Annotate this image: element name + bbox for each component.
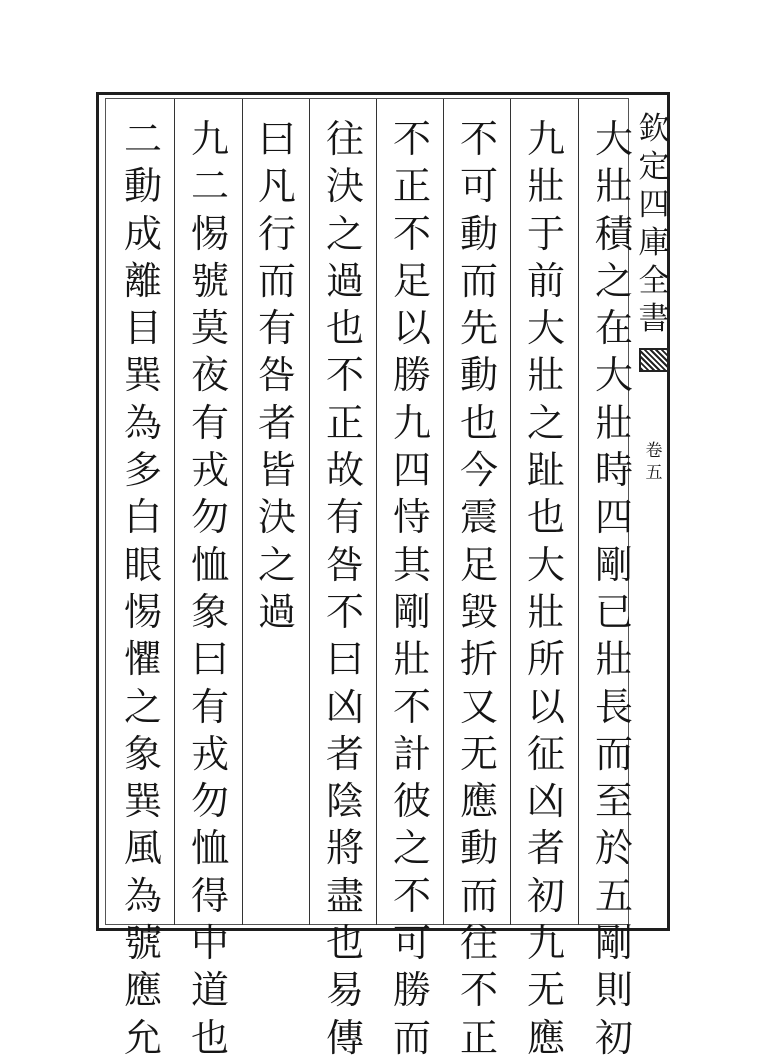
- volume-char: 卷: [645, 441, 663, 461]
- text-char: 惕: [190, 211, 229, 256]
- text-char: 大: [594, 117, 633, 161]
- text-char: 彼: [392, 779, 431, 824]
- text-char: 為: [123, 873, 162, 918]
- text-char: 積: [594, 211, 633, 256]
- text-char: 莫: [190, 306, 229, 351]
- text-char: 先: [459, 306, 498, 351]
- text-char: 號: [190, 258, 229, 303]
- column-rule: [376, 99, 377, 925]
- text-column-6: [252, 116, 302, 906]
- text-char: 陰: [325, 779, 364, 824]
- text-char: 不: [459, 117, 498, 161]
- page-margin-header: [637, 110, 671, 540]
- text-char: 有: [257, 306, 296, 351]
- text-char: 於: [594, 826, 633, 871]
- text-char: 動: [459, 826, 498, 871]
- text-char: 所: [526, 637, 565, 682]
- text-char: 長: [594, 684, 633, 729]
- text-char: 凶: [325, 684, 364, 729]
- column-rule: [309, 99, 310, 925]
- text-char: 將: [325, 826, 364, 871]
- text-char: 凡: [257, 164, 296, 209]
- text-char: 應: [526, 1015, 565, 1060]
- text-char: 大: [526, 306, 565, 351]
- text-char: 往: [325, 117, 364, 161]
- text-char: 不: [459, 968, 498, 1013]
- text-char: 動: [123, 164, 162, 209]
- text-char: 正: [459, 1015, 498, 1060]
- fish-tail-mark: [639, 348, 669, 372]
- text-column-4: [387, 116, 437, 1060]
- text-char: 不: [392, 211, 431, 256]
- text-char: 勿: [190, 779, 229, 824]
- text-char: 其: [392, 542, 431, 587]
- title-char: 庫: [638, 225, 670, 261]
- text-char: 无: [459, 731, 498, 776]
- text-char: 盡: [325, 873, 364, 918]
- text-char: 今: [459, 448, 498, 493]
- text-char: 有: [325, 495, 364, 540]
- text-column-3: [454, 116, 504, 1060]
- column-rule: [174, 99, 175, 925]
- text-char: 則: [594, 968, 633, 1013]
- text-char: 風: [123, 826, 162, 871]
- column-rule: [510, 99, 511, 925]
- text-char: 而: [257, 258, 296, 303]
- text-char: 而: [459, 873, 498, 918]
- text-char: 曰: [190, 637, 229, 682]
- text-char: 壯: [526, 589, 565, 634]
- text-char: 剛: [594, 542, 633, 587]
- text-char: 四: [594, 495, 633, 540]
- text-char: 有: [190, 400, 229, 445]
- text-char: 可: [392, 921, 431, 966]
- text-char: 曰: [257, 117, 296, 161]
- text-char: 應: [459, 779, 498, 824]
- text-char: 惕: [123, 589, 162, 634]
- text-char: 者: [526, 826, 565, 871]
- text-char: 時: [594, 448, 633, 493]
- text-char: 又: [459, 684, 498, 729]
- text-char: 中: [190, 921, 229, 966]
- text-char: 離: [123, 258, 162, 303]
- text-char: 過: [257, 589, 296, 634]
- text-char: 剛: [594, 921, 633, 966]
- text-char: 成: [123, 211, 162, 256]
- text-char: 白: [123, 495, 162, 540]
- text-char: 允: [123, 1015, 162, 1060]
- text-char: 以: [526, 684, 565, 729]
- text-char: 得: [190, 873, 229, 918]
- text-char: 壯: [392, 637, 431, 682]
- text-char: 足: [392, 258, 431, 303]
- text-char: 決: [325, 164, 364, 209]
- text-char: 四: [392, 448, 431, 493]
- book-title: [639, 110, 670, 338]
- text-char: 曰: [325, 637, 364, 682]
- text-char: 戎: [190, 448, 229, 493]
- text-char: 凶: [526, 779, 565, 824]
- volume-char: 五: [645, 463, 663, 483]
- text-char: 目: [123, 306, 162, 351]
- text-char: 前: [526, 258, 565, 303]
- text-char: 征: [526, 731, 565, 776]
- text-char: 剛: [392, 589, 431, 634]
- text-char: 九: [526, 117, 565, 161]
- text-char: 之: [123, 684, 162, 729]
- text-char: 二: [190, 164, 229, 209]
- text-char: 而: [459, 258, 498, 303]
- text-char: 動: [459, 211, 498, 256]
- text-char: 號: [123, 921, 162, 966]
- text-column-7: [185, 116, 235, 1060]
- text-char: 也: [526, 495, 565, 540]
- text-char: 足: [459, 542, 498, 587]
- text-char: 巽: [123, 353, 162, 398]
- text-char: 壯: [594, 164, 633, 209]
- text-char: 可: [459, 164, 498, 209]
- text-char: 大: [526, 542, 565, 587]
- text-char: 戎: [190, 731, 229, 776]
- text-char: 也: [459, 400, 498, 445]
- text-char: 而: [392, 1015, 431, 1060]
- text-char: 咎: [257, 353, 296, 398]
- text-char: 易: [325, 968, 364, 1013]
- text-column-5: [320, 116, 370, 1060]
- text-char: 皆: [257, 448, 296, 493]
- text-column-2: [521, 116, 571, 1060]
- text-char: 折: [459, 637, 498, 682]
- text-char: 眼: [123, 542, 162, 587]
- text-char: 二: [123, 117, 162, 161]
- text-char: 不: [392, 117, 431, 161]
- title-char: 定: [638, 149, 670, 185]
- text-char: 趾: [526, 448, 565, 493]
- text-char: 計: [392, 731, 431, 776]
- text-char: 无: [526, 968, 565, 1013]
- text-char: 之: [526, 400, 565, 445]
- text-char: 勝: [392, 968, 431, 1013]
- text-char: 恃: [392, 495, 431, 540]
- text-char: 恤: [190, 826, 229, 871]
- text-char: 道: [190, 968, 229, 1013]
- text-char: 咎: [325, 542, 364, 587]
- text-char: 正: [325, 400, 364, 445]
- text-char: 大: [594, 353, 633, 398]
- text-char: 巽: [123, 779, 162, 824]
- text-char: 九: [392, 400, 431, 445]
- text-char: 行: [257, 211, 296, 256]
- text-char: 至: [594, 779, 633, 824]
- text-char: 在: [594, 306, 633, 351]
- text-char: 有: [190, 684, 229, 729]
- text-char: 者: [325, 731, 364, 776]
- title-char: 四: [638, 187, 670, 223]
- text-char: 懼: [123, 637, 162, 682]
- text-char: 于: [526, 211, 565, 256]
- text-char: 勿: [190, 495, 229, 540]
- text-char: 壯: [526, 353, 565, 398]
- text-char: 夜: [190, 353, 229, 398]
- text-char: 初: [594, 1015, 633, 1060]
- text-char: 之: [257, 542, 296, 587]
- text-char: 恤: [190, 542, 229, 587]
- column-rule: [443, 99, 444, 925]
- text-char: 象: [190, 589, 229, 634]
- text-char: 已: [594, 589, 633, 634]
- text-char: 五: [594, 873, 633, 918]
- text-char: 不: [325, 353, 364, 398]
- text-char: 壯: [526, 164, 565, 209]
- text-char: 而: [594, 731, 633, 776]
- text-char: 不: [325, 589, 364, 634]
- text-char: 為: [123, 400, 162, 445]
- text-char: 故: [325, 448, 364, 493]
- text-char: 也: [190, 1015, 229, 1060]
- text-char: 九: [190, 117, 229, 161]
- text-column-8: [118, 116, 168, 1060]
- text-char: 以: [392, 306, 431, 351]
- text-char: 之: [594, 258, 633, 303]
- text-char: 之: [325, 211, 364, 256]
- text-char: 勝: [392, 353, 431, 398]
- text-char: 壯: [594, 637, 633, 682]
- text-char: 應: [123, 968, 162, 1013]
- text-char: 不: [392, 684, 431, 729]
- text-char: 過: [325, 258, 364, 303]
- text-char: 者: [257, 400, 296, 445]
- title-char: 欽: [638, 111, 670, 147]
- text-char: 動: [459, 353, 498, 398]
- text-char: 壯: [594, 400, 633, 445]
- title-char: 全: [638, 263, 670, 299]
- text-char: 也: [325, 921, 364, 966]
- text-char: 正: [392, 164, 431, 209]
- text-char: 初: [526, 873, 565, 918]
- text-char: 往: [459, 921, 498, 966]
- text-char: 之: [392, 826, 431, 871]
- text-char: 象: [123, 731, 162, 776]
- text-char: 多: [123, 448, 162, 493]
- column-rule: [578, 99, 579, 925]
- volume-label: [646, 440, 663, 484]
- column-rule: [242, 99, 243, 925]
- text-char: 不: [392, 873, 431, 918]
- text-char: 毀: [459, 589, 498, 634]
- text-char: 決: [257, 495, 296, 540]
- text-char: 也: [325, 306, 364, 351]
- title-char: 書: [638, 301, 670, 337]
- text-char: 九: [526, 921, 565, 966]
- text-column-1: [589, 116, 639, 1060]
- text-char: 震: [459, 495, 498, 540]
- text-char: 傳: [325, 1015, 364, 1060]
